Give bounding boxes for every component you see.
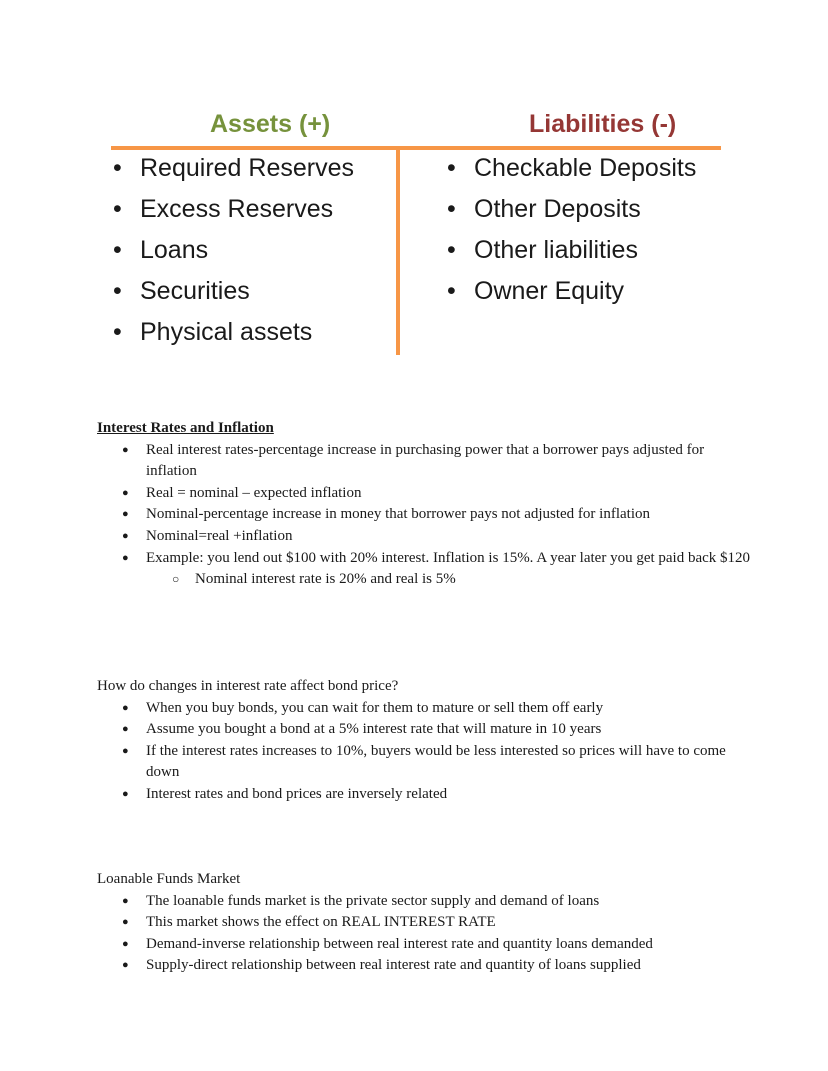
list-item: ● Example: you lend out $100 with 20% interest. Inflation is 15%. A year later you get paid back $120: [146, 548, 757, 570]
list-item: ● Nominal=real +inflation: [146, 526, 757, 548]
list-item: ● The loanable funds market is the private sector supply and demand of loans: [146, 891, 757, 913]
bond-price-section: [97, 676, 757, 806]
t-account-diagram: [0, 0, 828, 360]
liabilities-list: [447, 150, 696, 314]
sub-bullet-list: [97, 569, 757, 591]
bullet-icon: •: [113, 277, 122, 305]
bullet-icon: •: [447, 195, 456, 223]
list-item: ● Demand-inverse relationship between real interest rate and quantity loans demanded: [146, 934, 757, 956]
bullet-icon: •: [113, 154, 122, 182]
bullet-icon: •: [113, 318, 122, 346]
t-account-vertical-line: [396, 146, 400, 355]
bullet-list: [97, 440, 757, 570]
section-heading: Interest Rates and Inflation: [97, 420, 274, 436]
liability-item: • Other liabilities: [447, 232, 696, 273]
assets-heading: Assets (+): [210, 110, 331, 138]
liability-item: • Checkable Deposits: [447, 150, 696, 191]
liabilities-heading: Liabilities (-): [529, 110, 677, 138]
liability-item: • Owner Equity: [447, 273, 696, 314]
list-item: ● If the interest rates increases to 10%, buyers would be less interested so prices will have to come down: [146, 741, 757, 784]
interest-rates-section: [97, 418, 757, 591]
bullet-list: [97, 891, 757, 977]
bullet-icon: •: [447, 277, 456, 305]
asset-item: • Loans: [113, 232, 354, 273]
list-item: ● Supply-direct relationship between real interest rate and quantity of loans supplied: [146, 955, 757, 977]
section-heading: Loanable Funds Market: [97, 871, 241, 887]
list-item: ● Nominal-percentage increase in money that borrower pays not adjusted for inflation: [146, 504, 757, 526]
list-item: ● This market shows the effect on REAL INTEREST RATE: [146, 912, 757, 934]
list-item: ● When you buy bonds, you can wait for them to mature or sell them off early: [146, 698, 757, 720]
asset-item: • Required Reserves: [113, 150, 354, 191]
bullet-icon: •: [113, 236, 122, 264]
bullet-icon: •: [447, 154, 456, 182]
assets-list: [113, 150, 354, 355]
bullet-icon: •: [113, 195, 122, 223]
list-item: ● Interest rates and bond prices are inversely related: [146, 784, 757, 806]
list-item: ● Real interest rates-percentage increase in purchasing power that a borrower pays adjusted for inflation: [146, 440, 757, 483]
bullet-icon: •: [447, 236, 456, 264]
asset-item: • Excess Reserves: [113, 191, 354, 232]
liability-item: • Other Deposits: [447, 191, 696, 232]
list-item: ● Real = nominal – expected inflation: [146, 483, 757, 505]
list-item: ● Assume you bought a bond at a 5% interest rate that will mature in 10 years: [146, 719, 757, 741]
bullet-list: [97, 698, 757, 806]
section-heading: How do changes in interest rate affect bond price?: [97, 678, 399, 694]
asset-item: • Physical assets: [113, 314, 354, 355]
sub-list-item: ○ Nominal interest rate is 20% and real is 5%: [195, 569, 757, 591]
loanable-funds-section: [97, 869, 757, 977]
asset-item: • Securities: [113, 273, 354, 314]
